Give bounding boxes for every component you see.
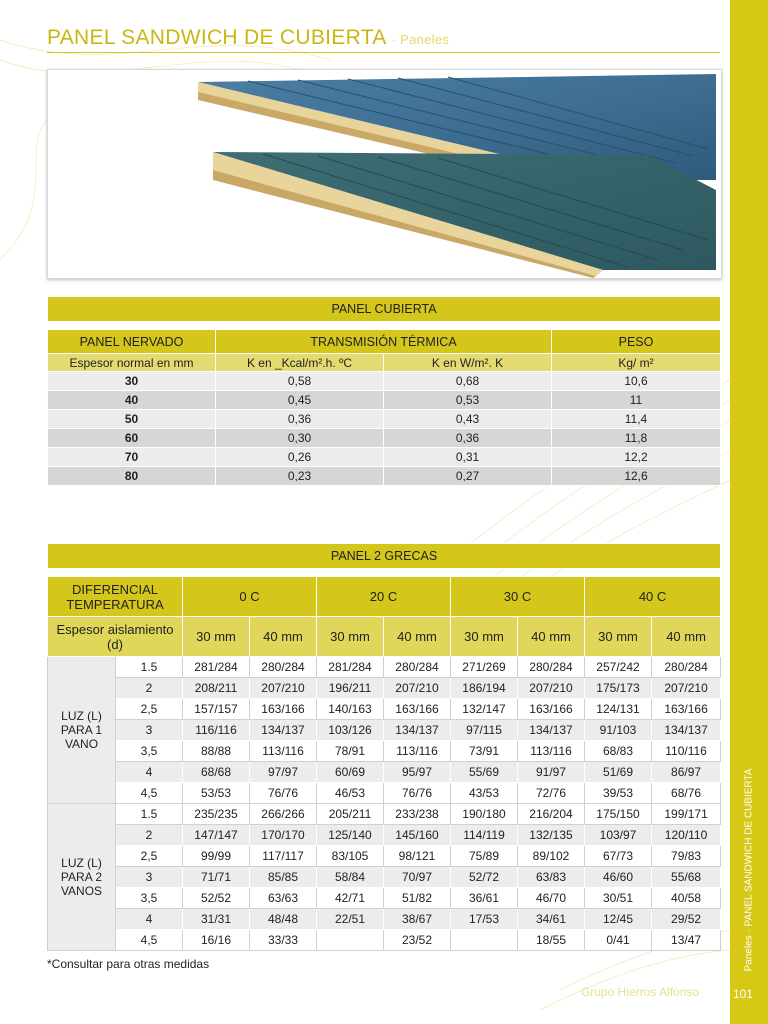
cell-load-value: 280/284 [652,657,721,678]
cell-load-value: 134/137 [384,720,451,741]
cell-load-value: 48/48 [250,909,317,930]
table-row [48,741,721,762]
cell-load-value: 51/69 [585,762,652,783]
cell-weight: 12,2 [552,448,721,467]
cell-k-kcal: 0,30 [216,429,384,448]
cell-load-value: 46/53 [317,783,384,804]
cell-load-value: 63/83 [518,867,585,888]
cell-load-value: 23/52 [384,930,451,951]
cell-thickness: 40 [48,391,216,410]
cell-load-value: 103/126 [317,720,384,741]
table-row [48,678,721,699]
cell-load-value: 147/147 [183,825,250,846]
col-peso: PESO [552,330,721,354]
cell-load-value: 281/284 [317,657,384,678]
cell-load-value: 63/63 [250,888,317,909]
cell-load-value: 124/131 [585,699,652,720]
cell-load-value: 114/119 [451,825,518,846]
cell-load-value: 208/211 [183,678,250,699]
page-title [47,26,449,49]
cell-load-value [451,930,518,951]
cell-load-value: 113/116 [384,741,451,762]
cell-load-value: 38/67 [384,909,451,930]
cell-k-w: 0,53 [384,391,552,410]
cell-k-w: 0,27 [384,467,552,486]
cell-load-value: 216/204 [518,804,585,825]
cell-load-value [317,930,384,951]
cell-load-value: 88/88 [183,741,250,762]
cell-k-w: 0,31 [384,448,552,467]
cell-weight: 11 [552,391,721,410]
cell-span-length: 2,5 [116,846,183,867]
cell-span-length: 2 [116,825,183,846]
cell-load-value: 190/180 [451,804,518,825]
page-header [47,26,720,53]
table-row [48,699,721,720]
cell-load-value: 117/117 [250,846,317,867]
cell-load-value: 78/91 [317,741,384,762]
cell-load-value: 280/284 [518,657,585,678]
page-number: 101 [733,987,754,1001]
cell-load-value: 51/82 [384,888,451,909]
cell-span-length: 4 [116,909,183,930]
cell-weight: 11,4 [552,410,721,429]
cell-load-value: 91/97 [518,762,585,783]
cell-weight: 10,6 [552,372,721,391]
thickness-header: 30 mm [183,617,250,657]
cell-load-value: 46/60 [585,867,652,888]
cell-load-value: 207/210 [518,678,585,699]
cell-load-value: 199/171 [652,804,721,825]
cell-span-length: 3,5 [116,741,183,762]
cell-load-value: 110/116 [652,741,721,762]
cell-load-value: 68/68 [183,762,250,783]
cell-load-value: 16/16 [183,930,250,951]
sub-kg: Kg/ m² [552,354,721,372]
cell-k-kcal: 0,45 [216,391,384,410]
span-group-label: LUZ (L) PARA 2 VANOS [48,804,116,951]
cell-load-value: 207/210 [652,678,721,699]
cell-load-value: 134/137 [518,720,585,741]
corner-diferencial-temperatura: DIFERENCIAL TEMPERATURA [48,577,183,617]
cell-span-length: 3 [116,867,183,888]
col-panel-nervado: PANEL NERVADO [48,330,216,354]
panel-cubierta-table [47,296,721,486]
cell-load-value: 196/211 [317,678,384,699]
table-row [48,804,721,825]
cell-load-value: 68/76 [652,783,721,804]
temp-header: 20 C [317,577,451,617]
cell-k-kcal: 0,26 [216,448,384,467]
table-row [48,391,721,410]
title-text: PANEL SANDWICH DE CUBIERTA [47,26,386,49]
cell-load-value: 163/166 [518,699,585,720]
cell-load-value: 22/51 [317,909,384,930]
cell-weight: 12,6 [552,467,721,486]
cell-load-value: 170/170 [250,825,317,846]
cell-load-value: 0/41 [585,930,652,951]
cell-load-value: 271/269 [451,657,518,678]
cell-k-kcal: 0,23 [216,467,384,486]
cell-load-value: 95/97 [384,762,451,783]
product-photo [47,69,722,279]
cell-load-value: 157/157 [183,699,250,720]
cell-thickness: 80 [48,467,216,486]
cell-load-value: 86/97 [652,762,721,783]
cell-load-value: 266/266 [250,804,317,825]
table-row [48,448,721,467]
cell-load-value: 71/71 [183,867,250,888]
footer-brand: Grupo Hierros Alfonso [581,985,700,999]
cell-span-length: 3,5 [116,888,183,909]
cell-load-value: 140/163 [317,699,384,720]
cell-load-value: 13/47 [652,930,721,951]
cell-k-w: 0,36 [384,429,552,448]
table-row [48,720,721,741]
cell-load-value: 103/97 [585,825,652,846]
cell-load-value: 186/194 [451,678,518,699]
table-body [48,657,721,951]
cell-thickness: 60 [48,429,216,448]
cell-load-value: 58/84 [317,867,384,888]
table-row [48,372,721,391]
cell-k-w: 0,43 [384,410,552,429]
temp-header: 0 C [183,577,317,617]
cell-load-value: 52/52 [183,888,250,909]
cell-load-value: 175/150 [585,804,652,825]
thickness-header: 40 mm [384,617,451,657]
sidebar-section-label: Paneles · PANEL SANDWICH DE CUBIERTA [743,768,755,972]
temp-header: 30 C [451,577,585,617]
table-row [48,846,721,867]
cell-load-value: 163/166 [250,699,317,720]
cell-load-value: 17/53 [451,909,518,930]
thickness-header: 30 mm [317,617,384,657]
thickness-header: 40 mm [652,617,721,657]
cell-span-length: 3 [116,720,183,741]
cell-load-value: 113/116 [250,741,317,762]
cell-k-kcal: 0,58 [216,372,384,391]
cell-load-value: 99/99 [183,846,250,867]
temp-header: 40 C [585,577,721,617]
cell-span-length: 4,5 [116,930,183,951]
cell-load-value: 76/76 [250,783,317,804]
cell-load-value: 42/71 [317,888,384,909]
cell-load-value: 29/52 [652,909,721,930]
cell-load-value: 205/211 [317,804,384,825]
cell-load-value: 34/61 [518,909,585,930]
cell-load-value: 233/238 [384,804,451,825]
cell-load-value: 85/85 [250,867,317,888]
table-row [48,762,721,783]
cell-load-value: 31/31 [183,909,250,930]
table-row [48,783,721,804]
table-body [48,372,721,486]
table-row [48,888,721,909]
table-row [48,467,721,486]
cell-load-value: 257/242 [585,657,652,678]
panel-2-grecas-table [47,543,721,951]
cell-load-value: 53/53 [183,783,250,804]
cell-load-value: 39/53 [585,783,652,804]
cell-thickness: 70 [48,448,216,467]
cell-load-value: 134/137 [250,720,317,741]
cell-load-value: 145/160 [384,825,451,846]
table-row [48,867,721,888]
cell-load-value: 97/97 [250,762,317,783]
cell-span-length: 4,5 [116,783,183,804]
sub-k-kcal: K en _Kcal/m².h. ºC [216,354,384,372]
table-spacer [48,569,721,577]
sandwich-panel-illustration [48,70,721,278]
cell-load-value: 116/116 [183,720,250,741]
table-row [48,909,721,930]
cell-span-length: 1.5 [116,804,183,825]
thickness-header: 30 mm [451,617,518,657]
table-row [48,410,721,429]
cell-load-value: 73/91 [451,741,518,762]
sub-espesor: Espesor normal en mm [48,354,216,372]
cell-load-value: 40/58 [652,888,721,909]
cell-load-value: 125/140 [317,825,384,846]
sub-k-w: K en W/m². K [384,354,552,372]
thickness-header: 40 mm [250,617,317,657]
cell-load-value: 207/210 [250,678,317,699]
cell-load-value: 163/166 [384,699,451,720]
cell-load-value: 72/76 [518,783,585,804]
cell-load-value: 33/33 [250,930,317,951]
cell-load-value: 36/61 [451,888,518,909]
cell-load-value: 98/121 [384,846,451,867]
cell-load-value: 67/73 [585,846,652,867]
cell-span-length: 2 [116,678,183,699]
cell-span-length: 2,5 [116,699,183,720]
cell-load-value: 52/72 [451,867,518,888]
cell-load-value: 280/284 [384,657,451,678]
table-row [48,825,721,846]
cell-load-value: 132/135 [518,825,585,846]
cell-weight: 11,8 [552,429,721,448]
page-subtitle: · Paneles [391,32,450,47]
cell-load-value: 280/284 [250,657,317,678]
cell-load-value: 113/116 [518,741,585,762]
cell-load-value: 120/110 [652,825,721,846]
cell-load-value: 55/69 [451,762,518,783]
cell-load-value: 76/76 [384,783,451,804]
cell-load-value: 207/210 [384,678,451,699]
footnote: *Consultar para otras medidas [47,957,210,971]
cell-k-kcal: 0,36 [216,410,384,429]
cell-k-w: 0,68 [384,372,552,391]
table-row [48,930,721,951]
cell-load-value: 55/68 [652,867,721,888]
col-transmision-termica: TRANSMISIÓN TÉRMICA [216,330,552,354]
cell-load-value: 235/235 [183,804,250,825]
table-title: PANEL 2 GRECAS [48,544,721,569]
cell-load-value: 175/173 [585,678,652,699]
cell-span-length: 4 [116,762,183,783]
cell-load-value: 43/53 [451,783,518,804]
cell-load-value: 132/147 [451,699,518,720]
cell-thickness: 50 [48,410,216,429]
cell-load-value: 30/51 [585,888,652,909]
cell-load-value: 46/70 [518,888,585,909]
cell-load-value: 89/102 [518,846,585,867]
cell-load-value: 70/97 [384,867,451,888]
thickness-header: 40 mm [518,617,585,657]
table-spacer [48,322,721,330]
cell-load-value: 134/137 [652,720,721,741]
cell-load-value: 12/45 [585,909,652,930]
cell-load-value: 83/105 [317,846,384,867]
cell-load-value: 60/69 [317,762,384,783]
thickness-header: 30 mm [585,617,652,657]
span-group-label: LUZ (L) PARA 1 VANO [48,657,116,804]
cell-load-value: 75/89 [451,846,518,867]
cell-span-length: 1.5 [116,657,183,678]
table-row [48,657,721,678]
cell-thickness: 30 [48,372,216,391]
cell-load-value: 68/83 [585,741,652,762]
cell-load-value: 18/55 [518,930,585,951]
cell-load-value: 97/115 [451,720,518,741]
cell-load-value: 163/166 [652,699,721,720]
table-title: PANEL CUBIERTA [48,297,721,322]
table-row [48,429,721,448]
corner-espesor-aislamiento: Espesor aislamiento (d) [48,617,183,657]
cell-load-value: 79/83 [652,846,721,867]
cell-load-value: 91/103 [585,720,652,741]
cell-load-value: 281/284 [183,657,250,678]
